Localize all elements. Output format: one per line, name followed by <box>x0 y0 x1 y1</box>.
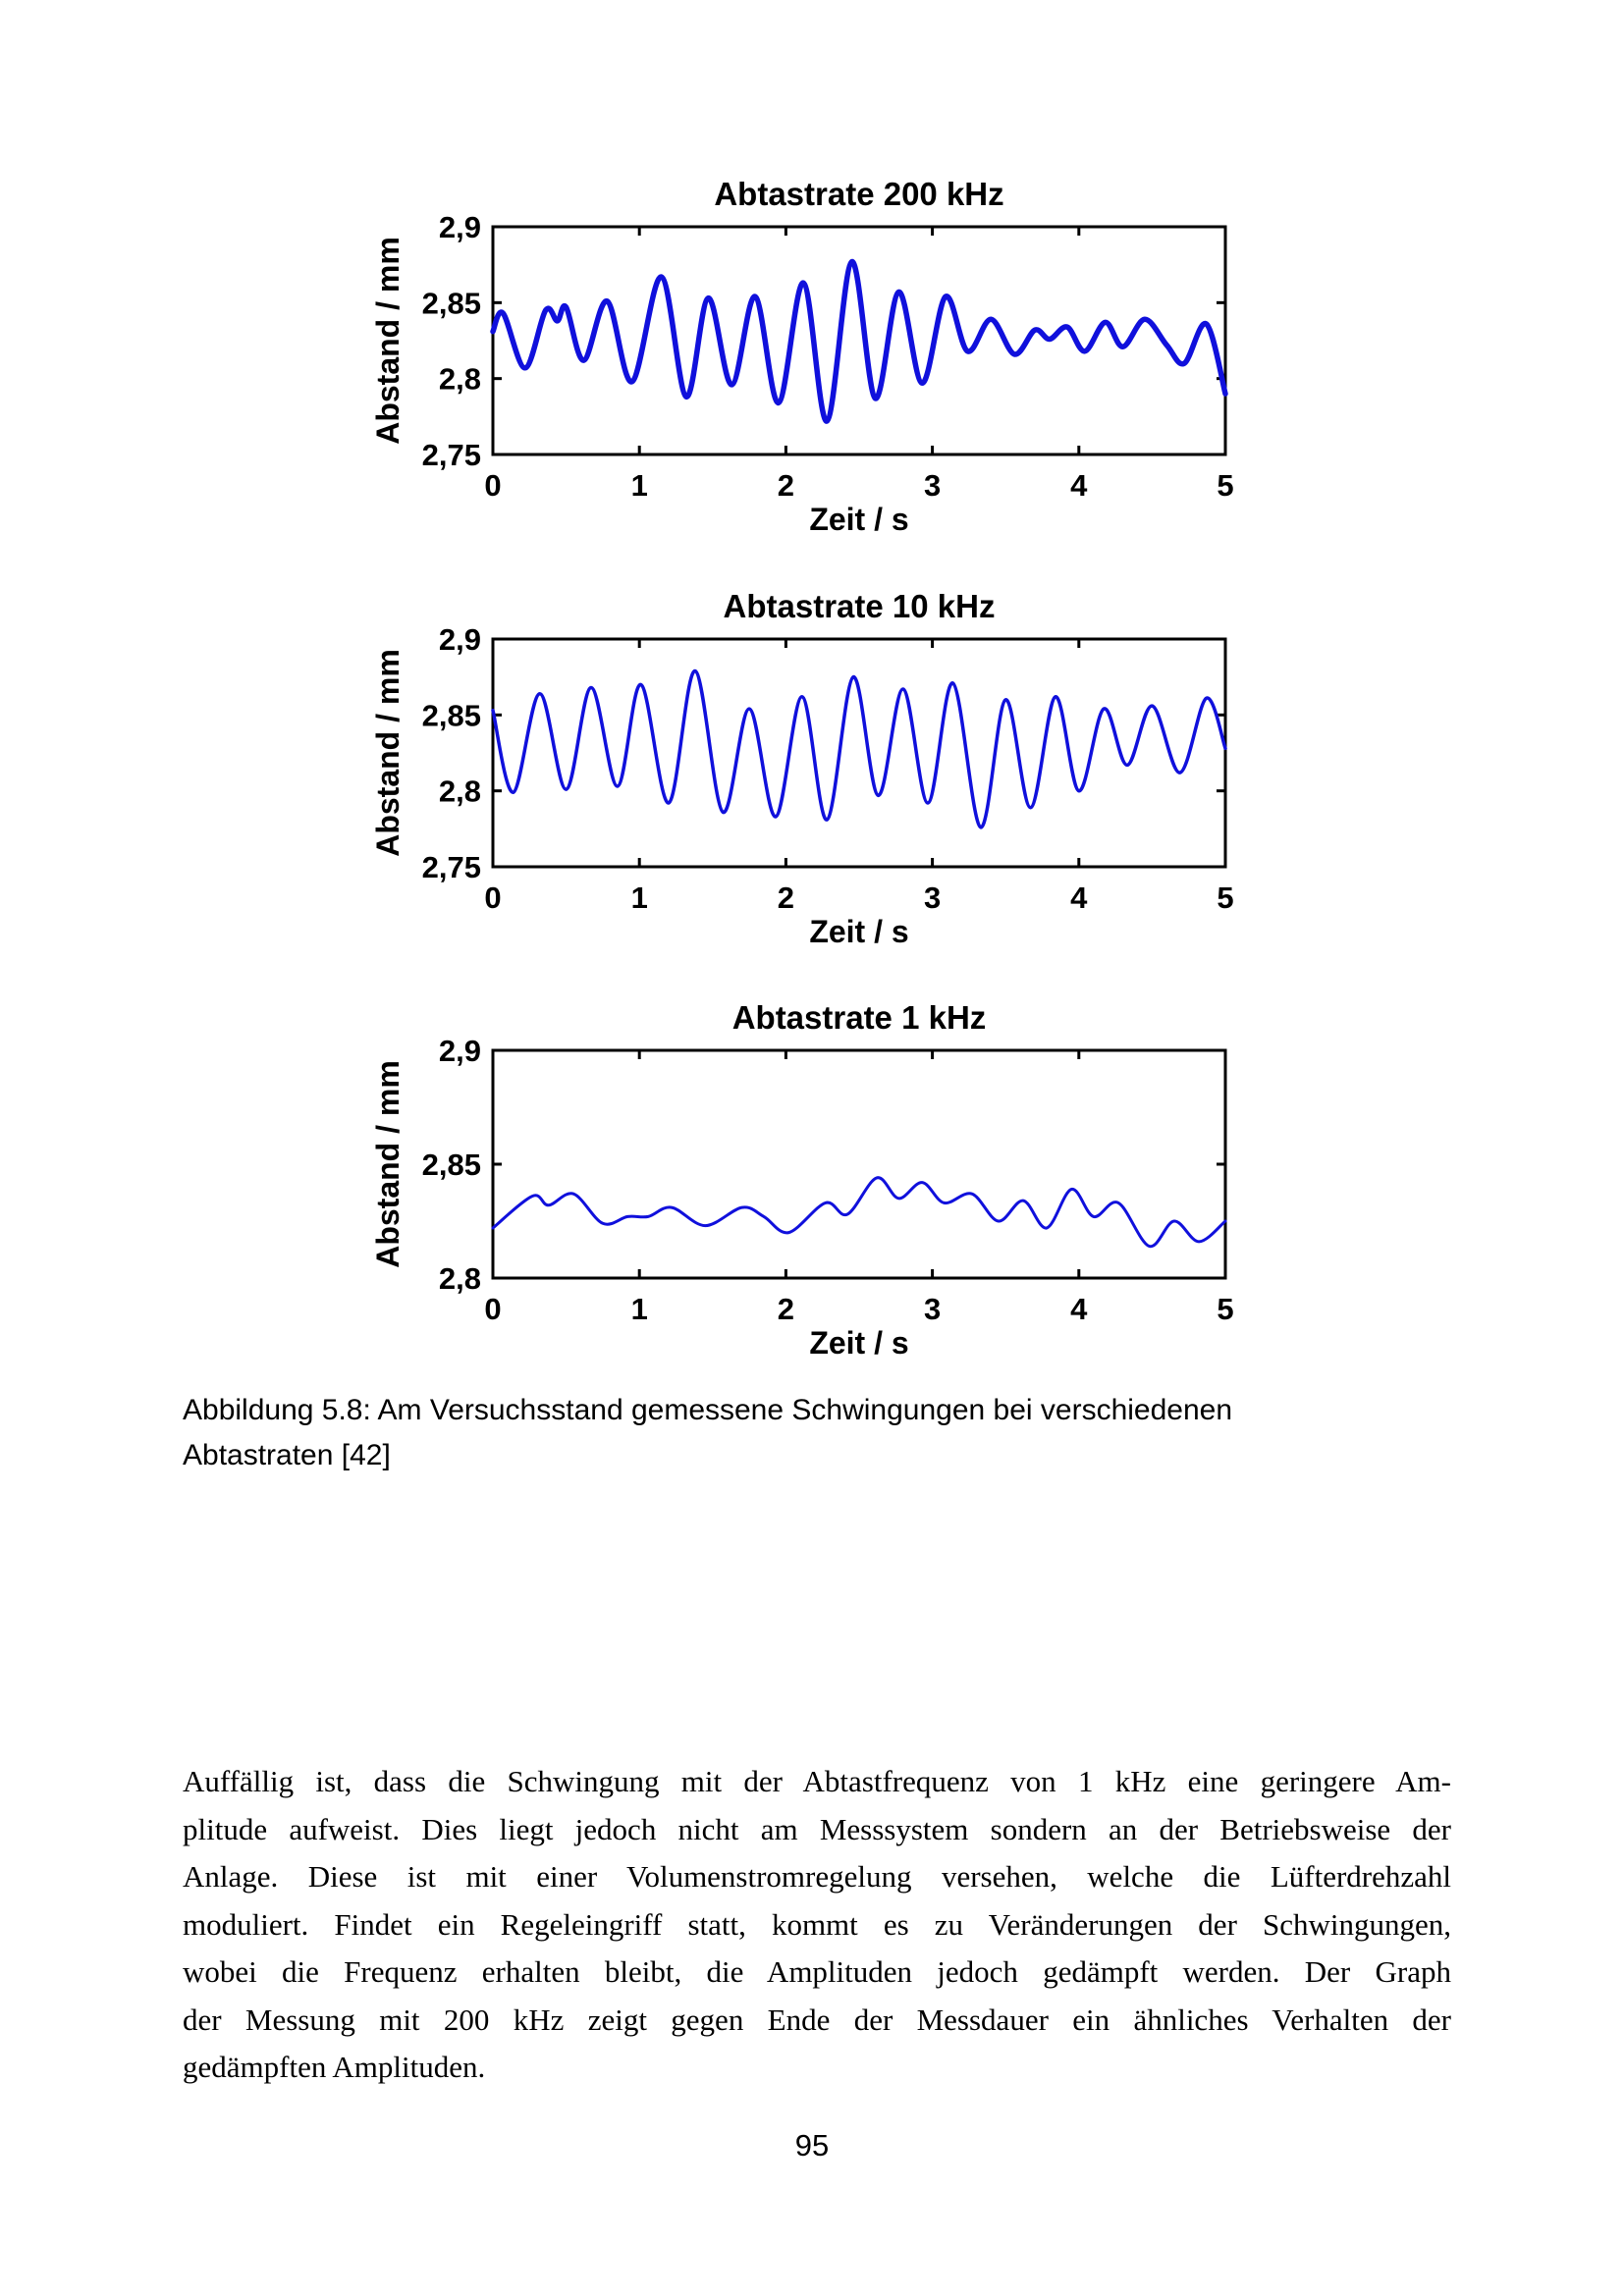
paragraph-line: wobei die Frequenz erhalten bleibt, die Amplituden jedoch gedämpft werden. Der Graph <box>183 1954 1451 1989</box>
chart-svg-10khz <box>324 592 1316 970</box>
x-tick-label: 1 <box>630 881 648 915</box>
chart-abtastrate-10khz <box>324 592 1316 970</box>
x-tick-label: 0 <box>484 1292 502 1326</box>
chart-title: Abtastrate 10 kHz <box>723 592 996 624</box>
plot-box <box>493 639 1225 867</box>
x-tick-label: 2 <box>777 881 795 915</box>
x-tick-label: 3 <box>923 468 942 503</box>
y-tick-label: 2,8 <box>438 361 481 397</box>
y-tick-label: 2,85 <box>421 1148 481 1182</box>
x-tick-label: 4 <box>1070 468 1088 503</box>
x-axis-label: Zeit / s <box>809 914 909 949</box>
x-tick-label: 5 <box>1217 468 1234 503</box>
x-axis-label: Zeit / s <box>809 1325 909 1361</box>
x-tick-label: 2 <box>777 468 795 503</box>
y-tick-label: 2,9 <box>438 622 481 657</box>
x-tick-label: 1 <box>630 1292 648 1326</box>
x-tick-label: 3 <box>923 881 942 915</box>
x-tick-label: 5 <box>1217 881 1234 915</box>
data-line <box>493 670 1225 827</box>
y-tick-label: 2,9 <box>438 1034 481 1068</box>
y-axis-label: Abstand / mm <box>370 237 406 445</box>
y-tick-label: 2,85 <box>421 698 481 733</box>
chart-abtastrate-200khz <box>324 180 1316 558</box>
y-tick-label: 2,8 <box>438 1261 481 1296</box>
chart-svg-200khz <box>324 180 1316 558</box>
x-tick-label: 3 <box>923 1292 942 1326</box>
data-line <box>493 1178 1225 1247</box>
chart-title: Abtastrate 1 kHz <box>731 1003 987 1036</box>
x-axis-label: Zeit / s <box>809 502 909 537</box>
paragraph-line: Anlage. Diese ist mit einer Volumenstromregelung versehen, welche die Lüfterdrehzahl <box>183 1859 1451 1894</box>
figure-caption <box>183 1388 1455 1478</box>
plot-box <box>493 1050 1225 1278</box>
paragraph-line: moduliert. Findet ein Regeleingriff statt, kommt es zu Veränderungen der Schwingungen, <box>183 1906 1451 1942</box>
paragraph-line: gedämpften Amplituden. <box>183 2050 486 2084</box>
y-tick-label: 2,75 <box>421 850 481 884</box>
x-tick-label: 5 <box>1217 1292 1234 1326</box>
x-tick-label: 4 <box>1070 1292 1088 1326</box>
x-tick-label: 2 <box>777 1292 795 1326</box>
body-paragraph <box>183 1758 1451 2092</box>
chart-abtastrate-1khz <box>324 1003 1316 1381</box>
figure-caption-line: Abbildung 5.8: Am Versuchsstand gemessene Schwingungen bei verschiedenen <box>183 1394 1233 1426</box>
x-tick-label: 1 <box>630 468 648 503</box>
chart-title: Abtastrate 200 kHz <box>714 180 1004 212</box>
y-axis-label: Abstand / mm <box>370 649 406 857</box>
data-line <box>493 262 1225 422</box>
page-number: 95 <box>794 2128 830 2163</box>
y-tick-label: 2,85 <box>421 286 481 321</box>
paragraph-line: plitude aufweist. Dies liegt jedoch nicht am Messsystem sondern an der Betriebsweise der <box>183 1811 1451 1846</box>
x-tick-label: 4 <box>1070 881 1088 915</box>
y-axis-label: Abstand / mm <box>370 1060 406 1268</box>
x-tick-label: 0 <box>484 881 502 915</box>
x-tick-label: 0 <box>484 468 502 503</box>
paragraph-line: der Messung mit 200 kHz zeigt gegen Ende der Messdauer ein ähnliches Verhalten der <box>183 2002 1451 2037</box>
paragraph-line: Auffällig ist, dass die Schwingung mit der Abtastfrequenz von 1 kHz eine geringere Am- <box>183 1764 1451 1798</box>
figure-caption-line: Abtastraten [42] <box>183 1439 391 1471</box>
chart-svg-1khz <box>324 1003 1316 1381</box>
y-tick-label: 2,8 <box>438 774 481 809</box>
y-tick-label: 2,75 <box>421 438 481 472</box>
y-tick-label: 2,9 <box>438 210 481 244</box>
